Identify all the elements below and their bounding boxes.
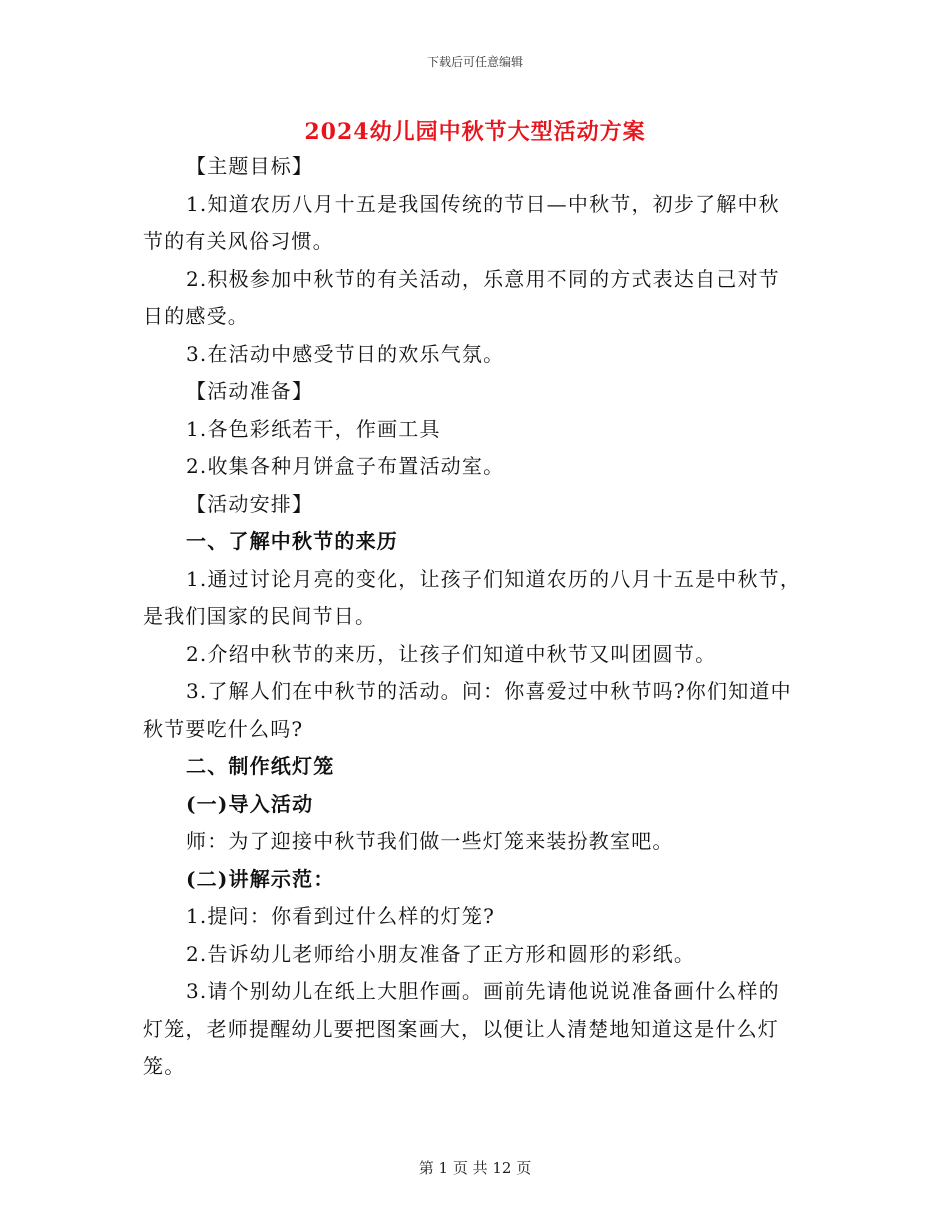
section-heading-goals: 【主题目标】 [186, 154, 314, 178]
subheading-lantern: 二、制作纸灯笼 [186, 754, 335, 778]
paragraph-line: 2.收集各种月饼盒子布置活动室。 [186, 454, 505, 478]
paragraph-line: 日的感受。 [143, 304, 249, 328]
subheading-demonstration: (二)讲解示范： [186, 866, 335, 891]
header-note: 下载后可任意编辑 [426, 55, 523, 69]
paragraph-line: 2.告诉幼儿老师给小朋友准备了正方形和圆形的彩纸。 [186, 941, 696, 966]
document-title: 2024幼儿园中秋节大型活动方案 [304, 119, 646, 145]
section-heading-preparation: 【活动准备】 [186, 379, 314, 403]
paragraph-line: 秋节要吃什么吗? [143, 716, 304, 741]
document-body [143, 148, 803, 1086]
paragraph-line: 2.介绍中秋节的来历，让孩子们知道中秋节又叫团圆节。 [186, 641, 717, 666]
paragraph-line: 灯笼，老师提醒幼儿要把图案画大，以便让人清楚地知道这是什么灯 [143, 1016, 779, 1041]
paragraph-line: 是我们国家的民间节日。 [143, 604, 377, 628]
page-number: 第 1 页 共 12 页 [418, 1159, 532, 1177]
subheading-history: 一、了解中秋节的来历 [186, 529, 398, 553]
paragraph-line: 1.通过讨论月亮的变化，让孩子们知道农历的八月十五是中秋节， [186, 566, 802, 591]
paragraph-line: 3.请个别幼儿在纸上大胆作画。画前先请他说说准备画什么样的 [186, 979, 780, 1003]
section-heading-arrangement: 【活动安排】 [186, 491, 314, 516]
paragraph-line: 师：为了迎接中秋节我们做一些灯笼来装扮教室吧。 [186, 829, 674, 853]
subheading-intro-activity: (一)导入活动 [186, 791, 314, 816]
paragraph-line: 笼。 [143, 1054, 186, 1078]
paragraph-line: 1.各色彩纸若干，作画工具 [186, 416, 441, 441]
paragraph-line: 3.了解人们在中秋节的活动。问：你喜爱过中秋节吗?你们知道中 [186, 679, 792, 703]
paragraph-line: 3.在活动中感受节日的欢乐气氛。 [186, 341, 505, 366]
paragraph-line: 1.提问：你看到过什么样的灯笼? [186, 904, 496, 928]
paragraph-line: 2.积极参加中秋节的有关活动，乐意用不同的方式表达自己对节 [186, 266, 780, 291]
paragraph-line: 节的有关风俗习惯。 [143, 229, 334, 253]
paragraph-line: 1.知道农历八月十五是我国传统的节日—中秋节，初步了解中秋 [186, 191, 780, 216]
